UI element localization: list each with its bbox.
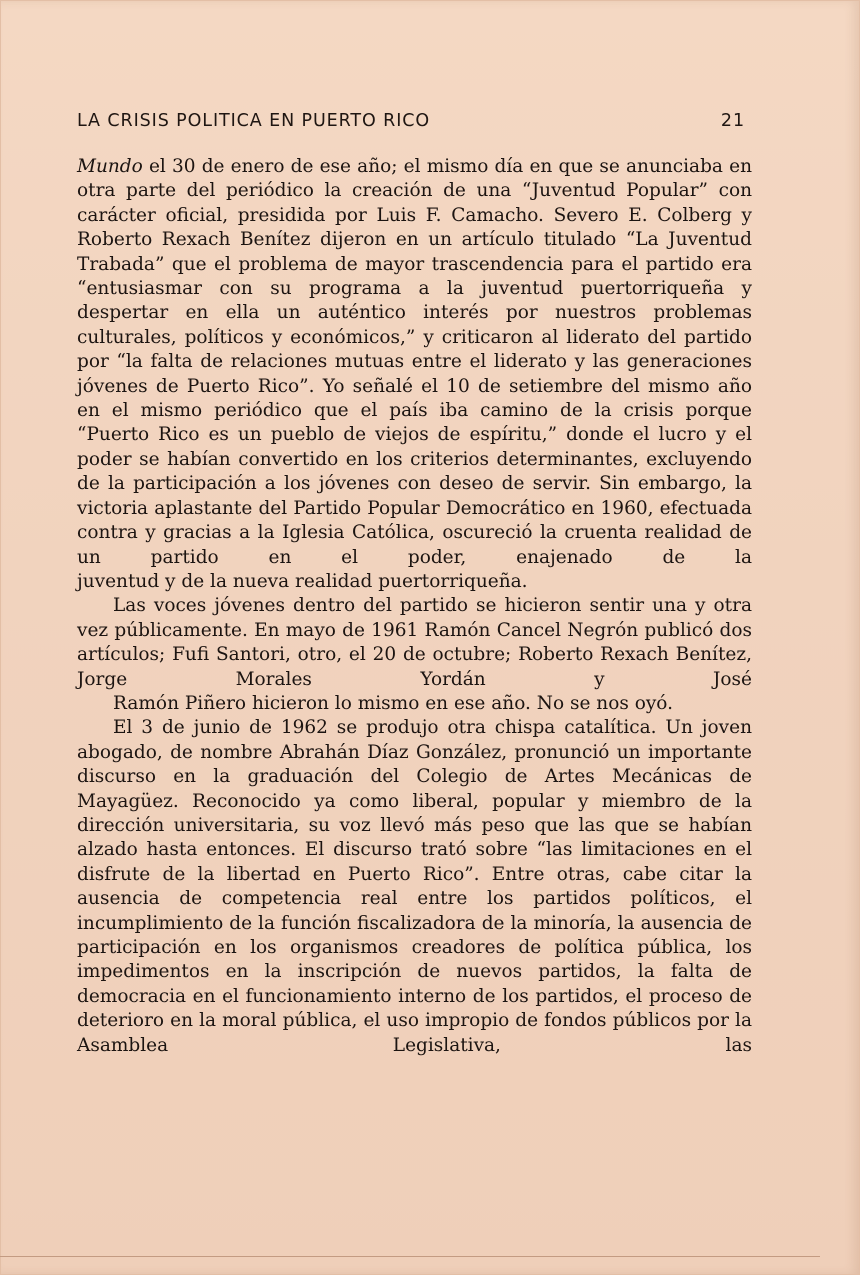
paragraph-2 (77, 594, 752, 716)
body-text (77, 155, 752, 1058)
page-bottom-edge (0, 1256, 820, 1257)
paragraph-2-last-line: Ramón Piñero hicieron lo mismo en ese año. No se nos oyó. (113, 692, 674, 714)
running-title: LA CRISIS POLITICA EN PUERTO RICO (77, 111, 431, 131)
paragraph-1-last-line: juventud y de la nueva realidad puertorriqueña. (77, 570, 528, 592)
paragraph-3-text: El 3 de junio de 1962 se produjo otra chispa catalítica. Un joven abogado, de nombre Abrahán Díaz González, pronunció un importante discurso en la graduación del Colegio de Artes Mecánicas de Mayagüez. Reconocido ya como liberal, popular y miembro de la dirección universitaria, su voz llevó más peso que las que se habían alzado hasta entonces. El discurso trató sobre “las limitaciones en el disfrute de la libertad en Puerto Rico”. Entre otras, cabe citar la ausencia de competencia real entre los partidos políticos, el incumplimiento de la función fiscalizadora de la minoría, la ausencia de participación en los organismos creadores de política pública, los impedimentos en la inscripción de nuevos partidos, la falta de democracia en el funcionamiento interno de los partidos, el proceso de deterioro en la moral pública, el uso impropio de fondos públicos por la Asamblea Legislativa, las (77, 717, 752, 1056)
paragraph-1-text: el 30 de enero de ese año; el mismo día en que se anunciaba en otra parte del periódico la creación de una “Juventud Popular” con carácter oficial, presidida por Luis F. Camacho. Severo E. Colberg y Roberto Rexach Benítez dijeron en un artículo titulado “La Juventud Trabada” que el problema de mayor trascendencia para el partido era “entusiasmar con su programa a la juventud puertorriqueña y despertar en ella un auténtico interés por nuestros problemas culturales, políticos y económicos,” y criticaron al liderato del partido por “la falta de relaciones mutuas entre el liderato y las generaciones jóvenes de Puerto Rico”. Yo señalé el 10 de setiembre del mismo año en el mismo periódico que el país iba camino de la crisis porque “Puerto Rico es un pueblo de viejos de espíritu,” donde el lucro y el poder se habían convertido en los criterios determinantes, excluyendo de la participación a los jóvenes con deseo de servir. Sin embargo, la victoria aplastante del Partido Popular Democrático en 1960, efectuada contra y gracias a la Iglesia Católica, oscureció la cruenta realidad de un partido en el poder, enajenado de la (77, 156, 752, 568)
paragraph-3 (77, 716, 752, 1058)
paragraph-1 (77, 155, 752, 594)
paragraph-2-text: Las voces jóvenes dentro del partido se hicieron sentir una y otra vez públicamente. En mayo de 1961 Ramón Cancel Negrón publicó dos artículos; Fufi Santori, otro, el 20 de octubre; Roberto Rexach Benítez, Jorge Morales Yordán y José (77, 595, 752, 690)
italic-title-word: Mundo (77, 156, 143, 177)
page-header (77, 111, 745, 137)
page-number: 21 (720, 111, 745, 131)
